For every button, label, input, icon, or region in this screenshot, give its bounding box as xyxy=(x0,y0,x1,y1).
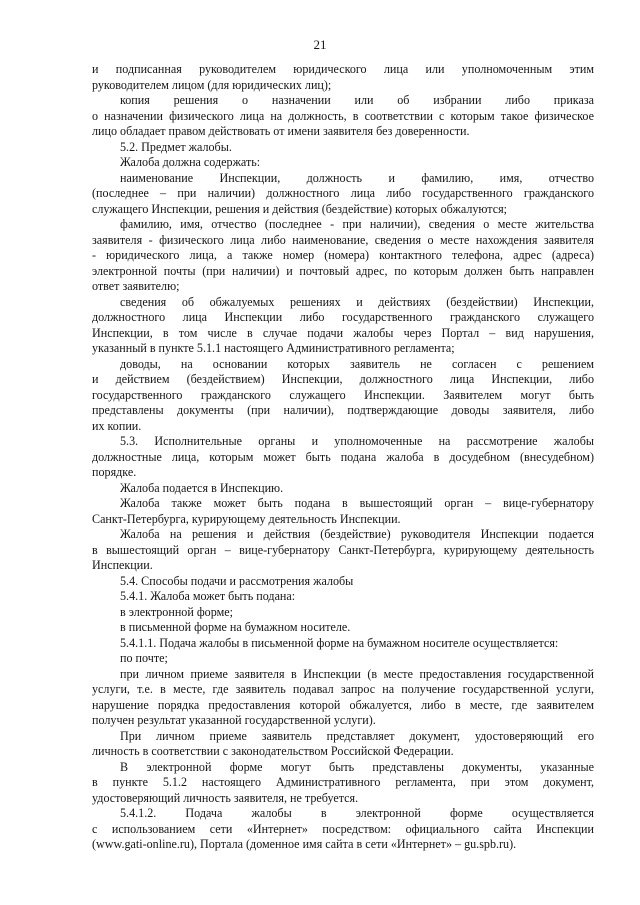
text-line: доводы, на основании которых заявитель не согласен с решением xyxy=(120,356,594,371)
text-line: - юридического лица, а также номер (номера) контактного телефона, адрес (адреса) xyxy=(92,248,594,262)
text-line: представлены документы (при наличии), подтверждающие доводы заявителя, либо xyxy=(92,403,594,417)
text-line: Санкт-Петербурга, курирующему деятельность Инспекции. xyxy=(92,511,401,526)
text-line: фамилию, имя, отчество (последнее - при наличии), сведения о месте жительства xyxy=(120,217,594,231)
text-line: государственного гражданского служащего Инспекции. Заявителем могут быть xyxy=(92,387,594,402)
text-line: служащего Инспекции, решения и действия (бездействие) которых обжалуются; xyxy=(92,201,508,216)
text-line: электронной почты (при наличии) и почтовый адрес, по которым должен быть направлен xyxy=(92,263,594,278)
text-line: в вышестоящий орган – вице-губернатору Санкт-Петербурга, курирующему деятельность xyxy=(92,542,594,557)
text-line: лицо обладает правом действовать от имени заявителя без доверенности. xyxy=(92,124,470,138)
text-line: нарушение порядка предоставления которой обжалуется, либо в месте, где заявителем xyxy=(92,697,594,712)
page-body xyxy=(92,62,594,853)
text-line: наименование Инспекции, должность и фамилию, имя, отчество xyxy=(120,170,594,185)
text-line: указанный в пункте 5.1.1 настоящего Административного регламента; xyxy=(92,341,455,355)
text-line: их копии. xyxy=(92,418,142,433)
text-line: Жалоба подается в Инспекцию. xyxy=(120,480,284,495)
text-line: (www.gati-online.ru), Портала (доменное имя сайта в сети «Интернет» – gu.spb.ru). xyxy=(92,837,517,851)
text-line: услуги, т.е. в месте, где заявитель подавал запрос на получение государственной услуги, xyxy=(92,682,594,696)
text-line: личность в соответствии с законодательством Российской Федерации. xyxy=(92,744,454,758)
text-line: заявителя - физического лица либо наименование, сведения о месте нахождения заявителя xyxy=(92,232,594,247)
text-line: Инспекции, в том числе в случае подачи жалобы через Портал – вид нарушения, xyxy=(92,325,594,340)
text-line: 5.4.1.2. Подача жалобы в электронной форме осуществляется xyxy=(120,806,594,820)
text-line: Инспекции. xyxy=(92,558,153,572)
text-line: и подписанная руководителем юридического лица или уполномоченным этим xyxy=(92,62,594,76)
text-line: удостоверяющий личность заявителя, не требуется. xyxy=(92,790,359,805)
text-line: 5.3. Исполнительные органы и уполномоченные на рассмотрение жалобы xyxy=(120,434,594,448)
text-line: в письменной форме на бумажном носителе. xyxy=(120,620,351,634)
page-number: 21 xyxy=(313,37,327,52)
text-line: о назначении физического лица на должность, в соответствии с которым такое физическое xyxy=(92,108,594,123)
text-line: при личном приеме заявителя в Инспекции (в месте предоставления государственной xyxy=(120,666,594,681)
text-line: должностные лица, которым может быть подана жалоба в досудебном (внесудебном) xyxy=(92,449,594,464)
text-line: 5.4. Способы подачи и рассмотрения жалобы xyxy=(120,573,354,588)
text-line: руководителем лицом (для юридических лиц); xyxy=(92,77,332,92)
text-line: и действием (бездействием) Инспекции, должностного лица Инспекции, либо xyxy=(92,372,594,386)
text-line: В электронной форме могут быть представлены документы, указанные xyxy=(120,759,594,774)
text-line: в электронной форме; xyxy=(120,604,233,619)
text-line: должностного лица Инспекции либо государственного гражданского служащего xyxy=(92,310,594,324)
text-line: по почте; xyxy=(120,651,168,665)
text-line: 5.2. Предмет жалобы. xyxy=(120,139,232,154)
text-line: ответ заявителю; xyxy=(92,279,180,293)
text-line: (последнее – при наличии) должностного лица либо государственного гражданского xyxy=(92,186,594,200)
text-line: в пункте 5.1.2 настоящего Административного регламента, при этом документ, xyxy=(92,775,594,789)
text-line: с использованием сети «Интернет» посредством: официального сайта Инспекции xyxy=(92,821,594,836)
text-line: 5.4.1.1. Подача жалобы в письменной форме на бумажном носителе осуществляется: xyxy=(120,635,559,650)
text-line: порядке. xyxy=(92,465,137,479)
text-line: При личном приеме заявитель представляет документ, удостоверяющий его xyxy=(120,728,594,743)
text-line: 5.4.1. Жалоба может быть подана: xyxy=(120,589,296,603)
text-line: Жалоба на решения и действия (бездействие) руководителя Инспекции подается xyxy=(120,527,594,541)
text-line: Жалоба должна содержать: xyxy=(120,155,261,169)
text-line: копия решения о назначении или об избрании либо приказа xyxy=(120,93,594,107)
text-line: сведения об обжалуемых решениях и действиях (бездействии) Инспекции, xyxy=(120,294,594,309)
text-line: получен результат указанной государственной услуги). xyxy=(92,713,376,727)
text-line: Жалоба также может быть подана в вышестоящий орган – вице-губернатору xyxy=(120,496,594,510)
